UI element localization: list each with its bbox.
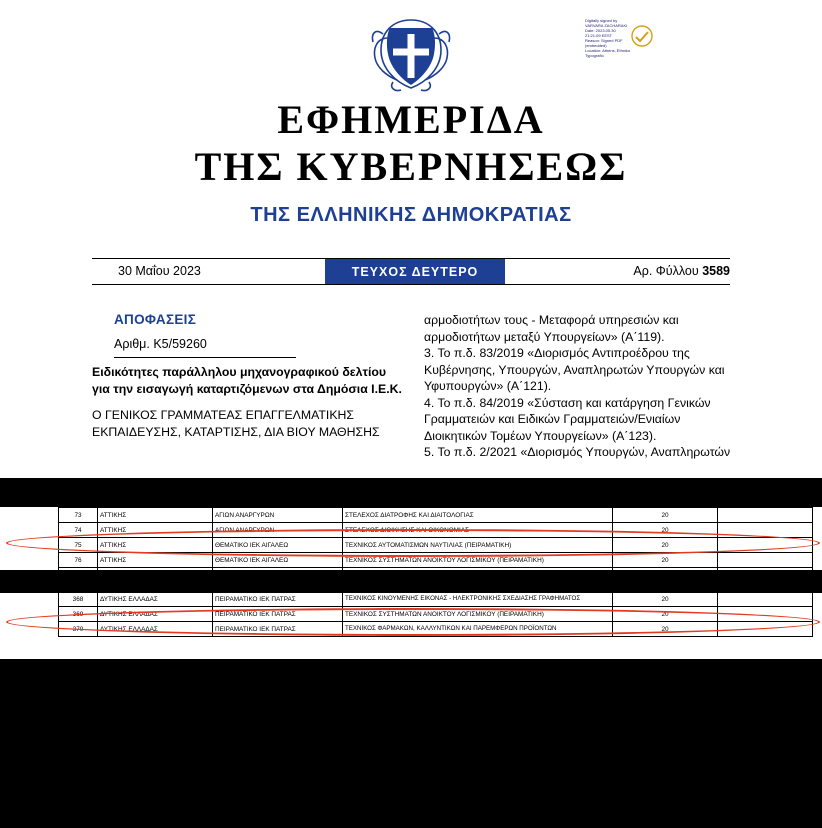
cell-number: 368 xyxy=(59,592,98,607)
specialties-table-bottom xyxy=(58,591,813,637)
cell-iek: ΠΕΙΡΑΜΑΤΙΚΟ ΙΕΚ ΠΑΤΡΑΣ xyxy=(213,622,343,637)
table-row xyxy=(59,592,813,607)
decision-number: Αριθμ. Κ5/59260 xyxy=(114,337,207,351)
cell-seats: 20 xyxy=(613,508,718,523)
cell-region: ΑΤΤΙΚΗΣ xyxy=(98,523,213,538)
table-slice-bottom xyxy=(0,593,822,659)
issue-number-label: Αρ. Φύλλου xyxy=(633,264,699,278)
cell-number: 73 xyxy=(59,508,98,523)
greek-coat-of-arms-icon xyxy=(363,8,459,94)
table-row xyxy=(59,523,813,538)
black-separator-2 xyxy=(0,570,822,593)
decision-number-rule xyxy=(114,357,296,358)
cell-tail xyxy=(718,538,813,553)
signature-line-7: Location: Athens, Ethniko xyxy=(585,48,631,53)
right-column xyxy=(424,312,736,461)
cell-tail xyxy=(718,508,813,523)
black-separator-3 xyxy=(0,659,822,828)
table-row xyxy=(59,622,813,637)
black-separator-1 xyxy=(0,478,822,507)
right-paragraph-2: 3. Το π.δ. 83/2019 «Διορισμός Αντιπροέδρου της Κυβέρνησης, Υπουργών, Αναπληρωτών Υπουργών και Υφυπουργών» (Α΄121). xyxy=(424,346,725,393)
cell-tail xyxy=(718,622,813,637)
signature-line-2: VARVARA ZACHARAKI xyxy=(585,23,628,28)
right-paragraph-1: αρμοδιοτήτων τους - Μεταφορά υπηρεσιών και αρμοδιοτήτων μεταξύ Υπουργείων» (Α΄119). xyxy=(424,313,679,344)
right-paragraph-4: 5. Το π.δ. 2/2021 «Διορισμός Υπουργών, Αναπληρωτών xyxy=(424,445,731,459)
issuing-authority: Ο ΓΕΝΙΚΟΣ ΓΡΑΜΜΑΤΕΑΣ ΕΠΑΓΓΕΛΜΑΤΙΚΗΣ ΕΚΠΑΙΔΕΥΣΗΣ, ΚΑΤΑΡΤΙΣΗΣ, ΔΙΑ ΒΙΟΥ ΜΑΘΗΣΗΣ xyxy=(92,408,380,439)
signature-line-6: (embedded) xyxy=(585,43,607,48)
signature-line-4: 21:21:09 EEST xyxy=(585,33,613,38)
right-paragraph-3: 4. Το π.δ. 84/2019 «Σύσταση και κατάργηση Γενικών Γραμματειών και Ειδικών Γραμματειών/Ενιαίων Διοικητικών Τομέων Υπουργείων» (Α΄123). xyxy=(424,395,711,443)
decision-title: Ειδικότητες παράλληλου μηχανογραφικού δελτίου για την εισαγωγή καταρτιζόμενων στα Δημόσια Ι.Ε.Κ. xyxy=(92,365,402,396)
issue-number-value: 3589 xyxy=(702,264,730,278)
cell-region: ΑΤΤΙΚΗΣ xyxy=(98,538,213,553)
cell-seats: 20 xyxy=(613,622,718,637)
cell-region: ΑΤΤΙΚΗΣ xyxy=(98,508,213,523)
cell-tail xyxy=(718,523,813,538)
cell-seats: 20 xyxy=(613,523,718,538)
cell-specialty: ΤΕΧΝΙΚΟΣ ΚΙΝΟΥΜΕΝΗΣ ΕΙΚΟΝΑΣ - ΗΛΕΚΤΡΟΝΙΚΗΣ ΣΧΕΔΙΑΣΗΣ ΓΡΑΦΗΜΑΤΟΣ xyxy=(343,592,613,607)
signature-line-5: Reason: Signed PDF xyxy=(585,38,623,43)
cell-number: 74 xyxy=(59,523,98,538)
signature-stamp-icon xyxy=(631,25,653,47)
issue-date: 30 Μαΐου 2023 xyxy=(118,264,201,278)
cell-number: 369 xyxy=(59,607,98,622)
issue-number xyxy=(633,264,730,278)
issue-type-badge: ΤΕΥΧΟΣ ΔΕΥΤΕΡΟ xyxy=(325,259,505,284)
cell-tail xyxy=(718,607,813,622)
cell-iek: ΘΕΜΑΤΙΚΟ ΙΕΚ ΑΙΓΑΛΕΩ xyxy=(213,538,343,553)
cell-tail xyxy=(718,592,813,607)
section-heading: ΑΠΟΦΑΣΕΙΣ xyxy=(114,312,197,327)
cell-specialty: ΣΤΕΛΕΧΟΣ ΔΙΑΤΡΟΦΗΣ ΚΑΙ ΔΙΑΙΤΟΛΟΓΙΑΣ xyxy=(343,508,613,523)
cell-seats: 20 xyxy=(613,592,718,607)
cell-iek: ΘΕΜΑΤΙΚΟ ΙΕΚ ΑΙΓΑΛΕΩ xyxy=(213,553,343,568)
left-column xyxy=(92,312,404,440)
header-rule-bottom xyxy=(92,284,730,285)
signature-line-1: Digitally signed by xyxy=(585,18,618,23)
cell-region: ΑΤΤΙΚΗΣ xyxy=(98,553,213,568)
masthead-title-line2: ΤΗΣ ΚΥΒΕΡΝΗΣΕΩΣ xyxy=(194,144,628,189)
masthead-title-line1: ΕΦΗΜΕΡΙΔΑ xyxy=(277,97,545,142)
cell-number: 370 xyxy=(59,622,98,637)
masthead-subtitle: ΤΗΣ ΕΛΛΗΝΙΚΗΣ ΔΗΜΟΚΡΑΤΙΑΣ xyxy=(250,204,572,226)
table-row xyxy=(59,538,813,553)
cell-iek: ΑΓΙΩΝ ΑΝΑΡΓΥΡΩΝ xyxy=(213,523,343,538)
cell-specialty: ΤΕΧΝΙΚΟΣ ΣΥΣΤΗΜΑΤΩΝ ΑΝΟΙΚΤΟΥ ΛΟΓΙΣΜΙΚΟΥ (ΠΕΙΡΑΜΑΤΙΚΗ) xyxy=(343,607,613,622)
cell-specialty: ΤΕΧΝΙΚΟΣ ΦΑΡΜΑΚΩΝ, ΚΑΛΛΥΝΤΙΚΩΝ ΚΑΙ ΠΑΡΕΜΦΕΡΩΝ ΠΡΟΪΟΝΤΩΝ xyxy=(343,622,613,637)
cell-region: ΔΥΤΙΚΗΣ ΕΛΛΑΔΑΣ xyxy=(98,592,213,607)
cell-seats: 20 xyxy=(613,553,718,568)
digital-signature-block xyxy=(585,18,655,64)
cell-specialty: ΤΕΧΝΙΚΟΣ ΑΥΤΟΜΑΤΙΣΜΩΝ ΝΑΥΤΙΛΙΑΣ (ΠΕΙΡΑΜΑΤΙΚΗ) xyxy=(343,538,613,553)
cell-region: ΔΥΤΙΚΗΣ ΕΛΛΑΔΑΣ xyxy=(98,622,213,637)
cell-seats: 20 xyxy=(613,538,718,553)
cell-seats: 20 xyxy=(613,607,718,622)
table-body-bottom xyxy=(59,592,813,637)
table-slice-top xyxy=(0,507,822,570)
table-row xyxy=(59,508,813,523)
signature-line-8: Typografio xyxy=(585,53,604,58)
cell-iek: ΠΕΙΡΑΜΑΤΙΚΟ ΙΕΚ ΠΑΤΡΑΣ xyxy=(213,607,343,622)
cell-number: 76 xyxy=(59,553,98,568)
signature-line-3: Date: 2023.05.30 xyxy=(585,28,616,33)
table-row-highlighted xyxy=(59,553,813,568)
cell-specialty: ΤΕΧΝΙΚΟΣ ΣΥΣΤΗΜΑΤΩΝ ΑΝΟΙΚΤΟΥ ΛΟΓΙΣΜΙΚΟΥ (ΠΕΙΡΑΜΑΤΙΚΗ) xyxy=(343,553,613,568)
cell-iek: ΠΕΙΡΑΜΑΤΙΚΟ ΙΕΚ ΠΑΤΡΑΣ xyxy=(213,592,343,607)
cell-number: 75 xyxy=(59,538,98,553)
cell-tail xyxy=(718,553,813,568)
cell-region: ΔΥΤΙΚΗΣ ΕΛΛΑΔΑΣ xyxy=(98,607,213,622)
cell-specialty: ΣΤΕΛΕΧΟΣ ΔΙΟΙΚΗΣΗΣ ΚΑΙ ΟΙΚΟΝΟΜΙΑΣ xyxy=(343,523,613,538)
cell-iek: ΑΓΙΩΝ ΑΝΑΡΓΥΡΩΝ xyxy=(213,508,343,523)
table-row-highlighted xyxy=(59,607,813,622)
